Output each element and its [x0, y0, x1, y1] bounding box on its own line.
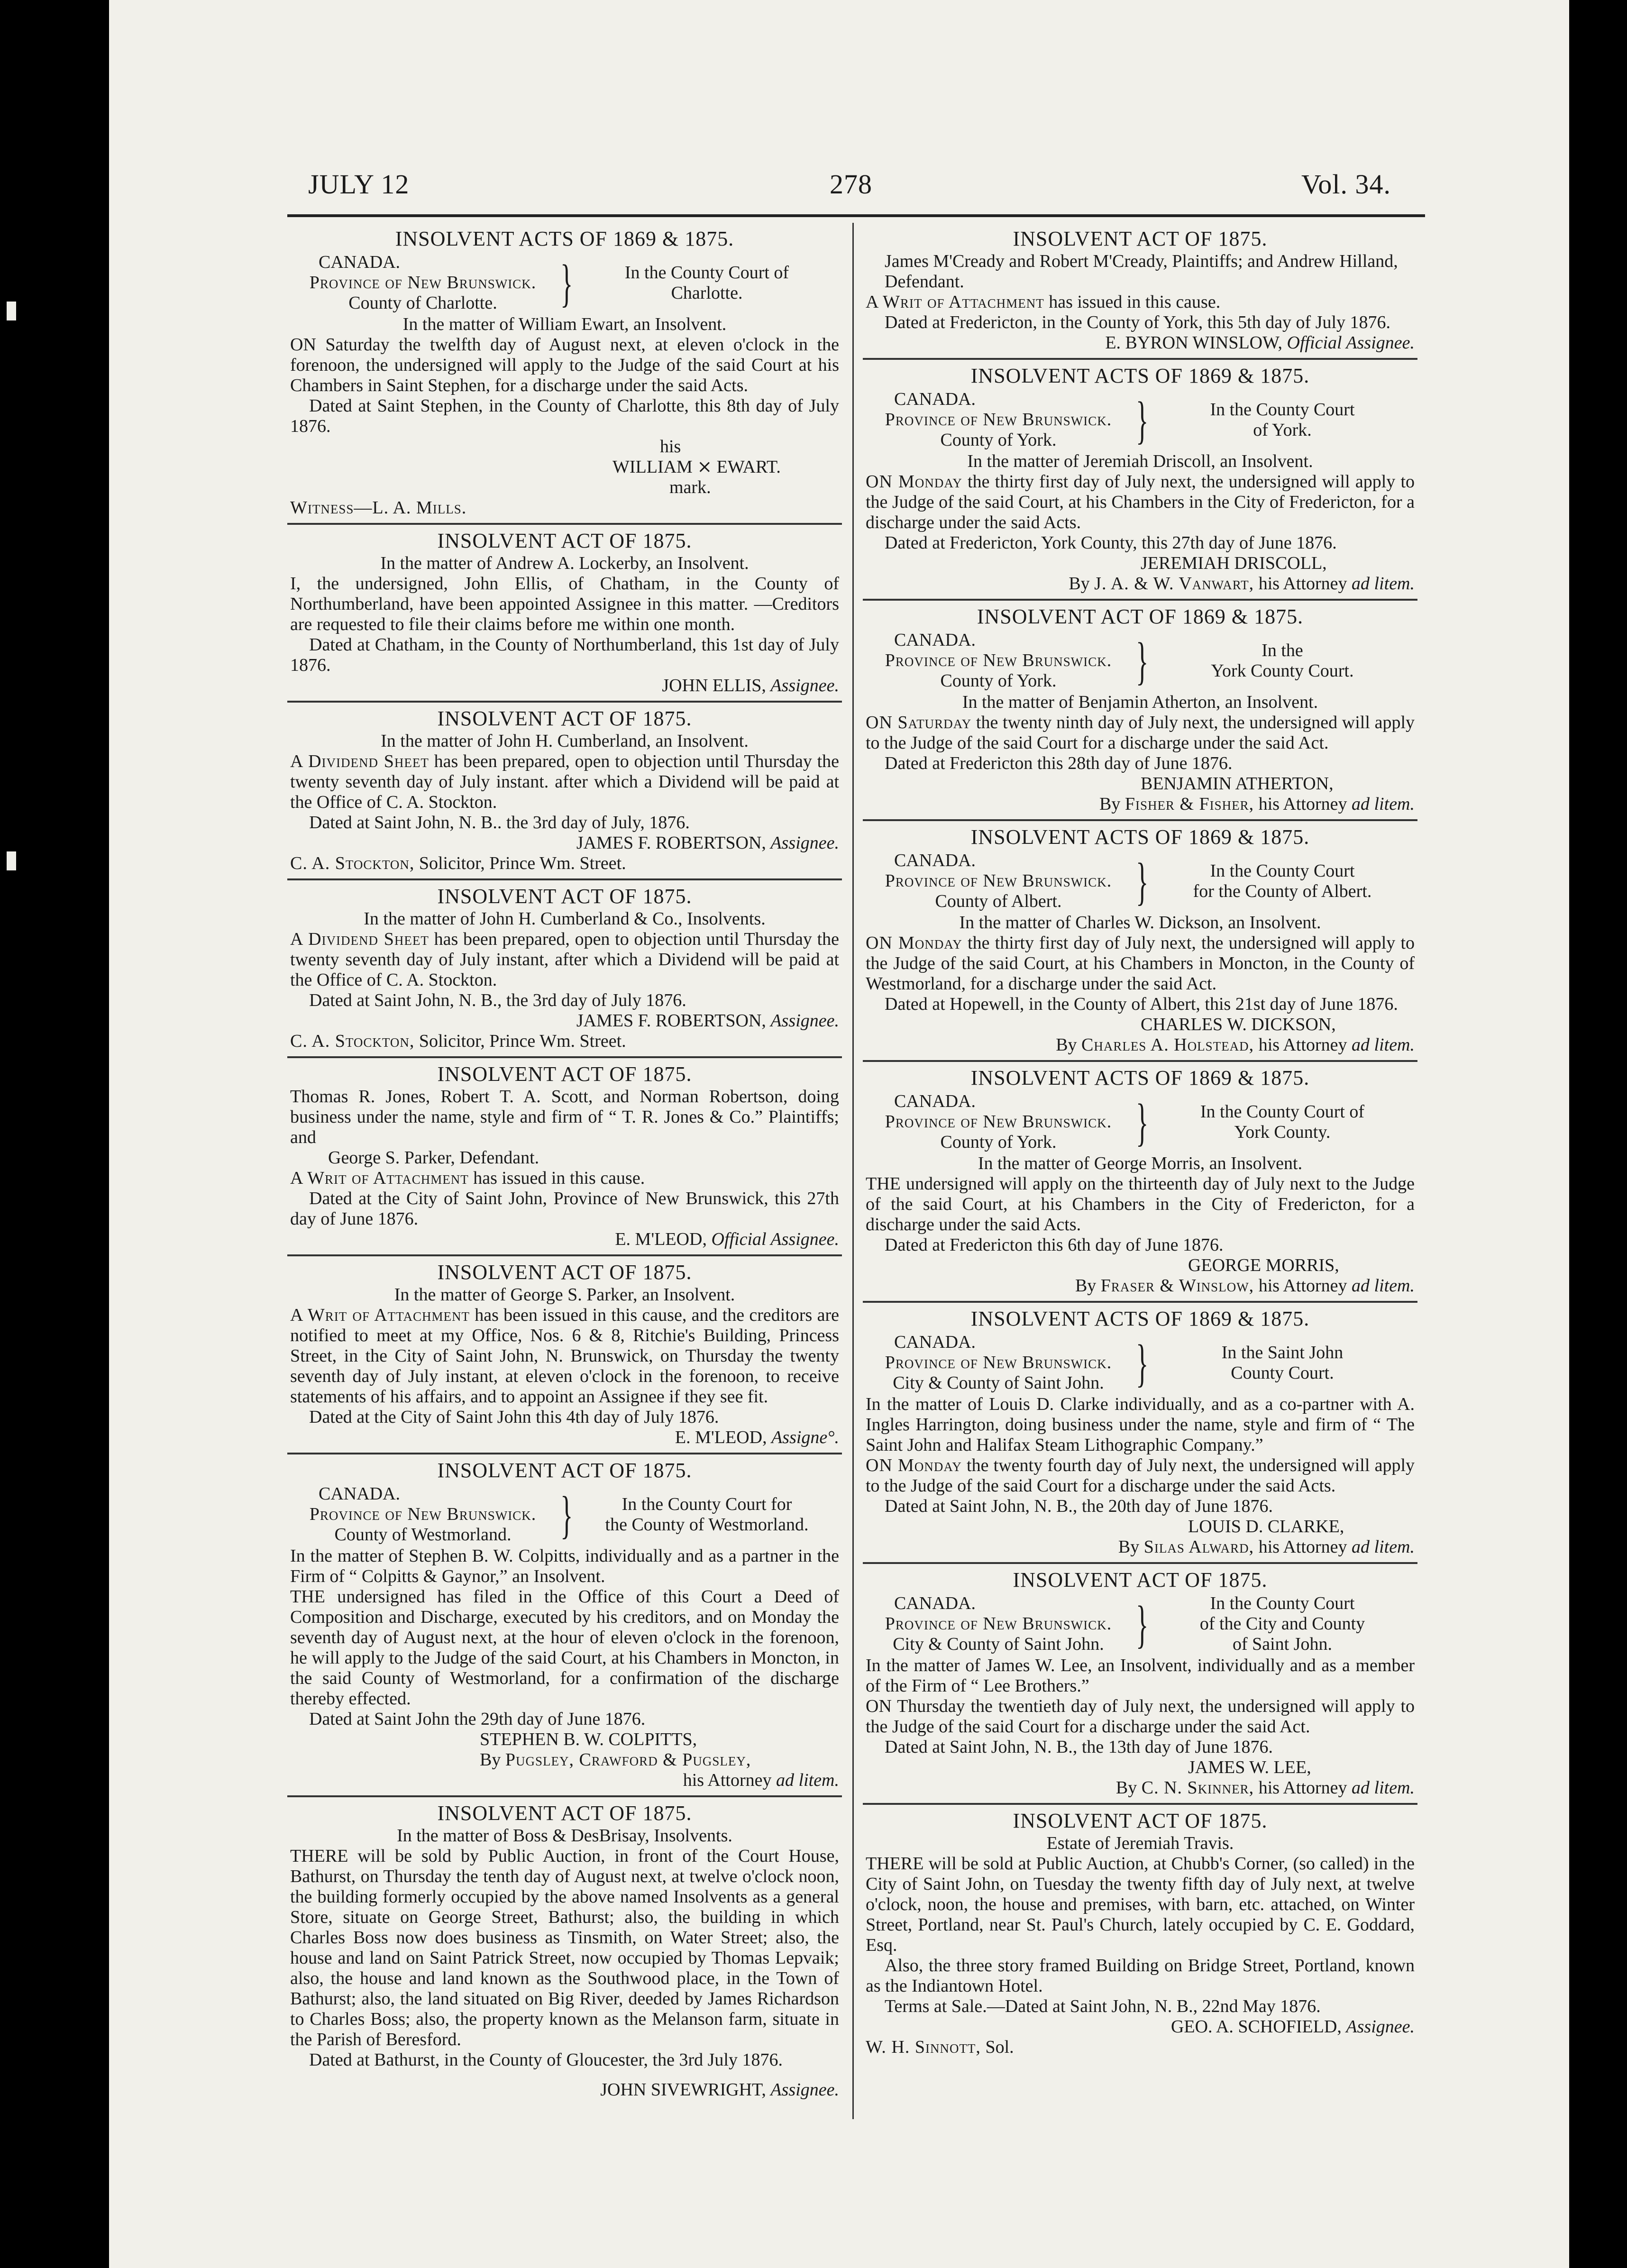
county: County of Westmorland. — [334, 1525, 512, 1545]
signer-role: Assignee. — [770, 1011, 839, 1031]
attorney: Charles A. Holstead, — [1081, 1035, 1254, 1055]
by-label: By — [480, 1750, 501, 1770]
parties: James M'Cready and Robert M'Cready, Plaintiffs; and Andrew Hilland, Defendant. — [885, 251, 1398, 292]
court: of Saint John. — [1232, 1634, 1333, 1654]
jurisdiction-block: CANADA. Province of New Brunswick. County of Westmorland. } In the County Court for the County of Westmorland. — [290, 1484, 839, 1545]
court: In the County Court — [1210, 860, 1355, 881]
signer-role: Assignee. — [770, 2080, 839, 2100]
province: Province of New Brunswick. — [885, 1112, 1112, 1132]
notice-body: ON Thursday the twentieth day of July next, the undersigned will apply to the Judge of the said Court for a discharge under the said Act. — [866, 1696, 1415, 1737]
province: Province of New Brunswick. — [309, 1504, 537, 1524]
notice-body: THE undersigned has filed in the Office of this Court a Deed of Composition and Discharge, executed by his creditors, and on Monday the seventh day of August next, at the hour of eleven o'clock in the forenoon, he will apply to the Judge of the said Court, at his Chambers in Moncton, in the said County of Westmorland, for a confirmation of the discharge thereby effected. — [290, 1587, 839, 1709]
notice-lee — [863, 1564, 1417, 1805]
court: In the — [1261, 640, 1303, 660]
notice-title: INSOLVENT ACTS OF 1869 & 1875. — [395, 227, 734, 250]
matter: Estate of Jeremiah Travis. — [1046, 1833, 1234, 1853]
jurisdiction-block: CANADA. Province of New Brunswick. County of York. } In the County Court of York. — [866, 389, 1415, 450]
dated-line: Dated at Saint John, N. B.. the 3rd day of July, 1876. — [309, 813, 690, 832]
notice-title: INSOLVENT ACTS OF 1869 & 1875. — [970, 1066, 1310, 1089]
dated-line: Dated at Saint John the 29th day of June 1876. — [309, 1709, 646, 1729]
notice-body: THERE will be sold at Public Auction, at Chubb's Corner, (so called) in the City of Saint John, on Tuesday the twenty fifth day of July next, at twelve o'clock, noon, the house and premises, with barn, etc. attached, on Winter Street, Portland, near St. Paul's Church, lately occupied by C. E. Goddard, Esq. — [866, 1854, 1415, 1955]
notice-body: THE undersigned will apply on the thirteenth day of July next to the Judge of the said Court, at his Chambers in the City of Fredericton, for a discharge under the said Acts. — [866, 1174, 1415, 1235]
matter: In the matter of James W. Lee, an Insolvent, individually and as a member of the Firm of “ Lee Brothers.” — [866, 1655, 1415, 1696]
attorney: C. N. Skinner, — [1141, 1778, 1254, 1798]
notice-title: INSOLVENT ACT OF 1875. — [437, 885, 692, 908]
notice-title: INSOLVENT ACT OF 1875. — [437, 1261, 692, 1284]
by-label: By — [1118, 1537, 1140, 1557]
dated-line: Dated at Saint John, N. B., the 20th day of June 1876. — [885, 1496, 1273, 1516]
court: County Court. — [1231, 1363, 1334, 1383]
court: In the County Court — [1210, 1593, 1355, 1613]
notice-lead: A Writ of Attachment — [290, 1168, 469, 1188]
notice-body: the thirty first day of July next, the undersigned will apply to the Judge of the said Court, at his Chambers in the City of Fredericton, for a discharge under the said Acts. — [866, 472, 1415, 532]
attorney: J. A. & W. Vanwart, — [1094, 574, 1254, 594]
signer-role: Assignee. — [770, 676, 839, 695]
dated-line: Dated at Bathurst, in the County of Gloucester, the 3rd July 1876. — [309, 2050, 783, 2070]
by-label: By — [1099, 794, 1121, 814]
province: Province of New Brunswick. — [885, 650, 1112, 670]
attorney: Silas Alward, — [1143, 1537, 1254, 1557]
notice-body: I, the undersigned, John Ellis, of Chatham, in the County of Northumberland, have been appointed Assignee in this matter. —Creditors are requested to file their claims before me within one month. — [290, 574, 839, 634]
mark-label: mark. — [669, 477, 711, 497]
notice-lead: A Dividend Sheet — [290, 929, 429, 949]
notice-title: INSOLVENT ACT OF 1875. — [1013, 1809, 1268, 1832]
witness: Witness—L. A. Mills. — [290, 498, 467, 518]
dated-line: Dated at Fredericton, in the County of York, this 5th day of July 1876. — [885, 312, 1391, 332]
notice-mccready — [863, 223, 1417, 360]
court: In the Saint John — [1221, 1342, 1344, 1363]
attorney-label: his Attorney — [1258, 574, 1347, 594]
country: CANADA. — [894, 1091, 976, 1111]
signer-role: Assignee. — [770, 833, 839, 853]
by-label: By — [1069, 574, 1090, 594]
court: In the County Court of — [1200, 1101, 1365, 1122]
dated-line: Dated at Saint Stephen, in the County of Charlotte, this 8th day of July 1876. — [290, 396, 839, 436]
matter: In the matter of William Ewart, an Insolvent. — [402, 314, 727, 334]
signer-role: Assigne°. — [771, 1427, 839, 1447]
dated-line: Dated at Fredericton, York County, this 27th day of June 1876. — [885, 533, 1337, 553]
notice-driscoll — [863, 360, 1417, 601]
solicitor-name: C. A. Stockton, — [290, 1031, 415, 1051]
notice-lead: ON Saturday — [866, 713, 972, 732]
notice-body-continued: Also, the three story framed Building on Bridge Street, Portland, known as the Indiantown Hotel. — [866, 1956, 1415, 1996]
attorney-label: his Attorney — [683, 1770, 772, 1790]
notice-title: INSOLVENT ACT OF 1875. — [437, 1062, 692, 1086]
matter: In the matter of Boss & DesBrisay, Insolvents. — [397, 1826, 732, 1846]
signer: JAMES F. ROBERTSON, — [576, 1011, 766, 1031]
notice-title: INSOLVENT ACTS OF 1869 & 1875. — [970, 364, 1310, 387]
matter: In the matter of Stephen B. W. Colpitts, individually and as a partner in the Firm of “ Colpitts & Gaynor,” an Insolvent. — [290, 1546, 839, 1586]
notice-clarke — [863, 1303, 1417, 1564]
court: of the City and County — [1199, 1614, 1365, 1634]
dated-line: Dated at Chatham, in the County of Northumberland, this 1st day of July 1876. — [290, 635, 839, 675]
signer: WILLIAM ⨯ EWART. — [612, 457, 781, 477]
signer: JOHN SIVEWRIGHT, — [600, 2080, 766, 2100]
attorney-label: his Attorney — [1258, 1537, 1347, 1557]
notice-lead: A Writ of Attachment — [290, 1305, 470, 1325]
notice-body: has issued in this cause. — [1044, 292, 1221, 312]
notice-lead: ON Monday — [866, 1455, 962, 1475]
signer: CHARLES W. DICKSON, — [1141, 1015, 1336, 1034]
solicitor-detail: Solicitor, Prince Wm. Street. — [414, 853, 626, 873]
signer: JOHN ELLIS, — [662, 676, 766, 695]
solicitor-name: C. A. Stockton, — [290, 853, 415, 873]
ad-litem: ad litem. — [1352, 1537, 1415, 1557]
province: Province of New Brunswick. — [885, 1353, 1112, 1372]
court: the County of Westmorland. — [605, 1514, 809, 1535]
ad-litem: ad litem. — [1352, 1778, 1415, 1798]
ad-litem: ad litem. — [776, 1770, 839, 1790]
by-label: By — [1075, 1276, 1097, 1296]
matter: In the matter of John H. Cumberland, an Insolvent. — [381, 731, 749, 751]
defendant: George S. Parker, Defendant. — [328, 1148, 539, 1168]
attorney: Fraser & Winslow, — [1100, 1276, 1254, 1296]
county: County of Albert. — [935, 891, 1062, 911]
attorney-label: his Attorney — [1258, 1778, 1347, 1798]
jurisdiction-block: CANADA. Province of New Brunswick. City & County of Saint John. } In the County Court of the City and County of Saint John. — [866, 1593, 1415, 1655]
jurisdiction-block: CANADA. Province of New Brunswick. County of York. } In the County Court of York County. — [866, 1091, 1415, 1152]
notice-title: INSOLVENT ACT OF 1875. — [1013, 227, 1268, 250]
court: for the County of Albert. — [1193, 881, 1372, 901]
matter: In the matter of Benjamin Atherton, an Insolvent. — [962, 692, 1318, 712]
column-separator — [852, 223, 854, 2119]
signer: JEREMIAH DRISCOLL, — [1141, 553, 1327, 573]
notice-body: the twenty ninth day of July next, the undersigned will apply to the Judge of the said Court for a discharge under the said Act. — [866, 713, 1415, 753]
notice-jones-v-parker — [287, 1058, 842, 1256]
notice-parker — [287, 1256, 842, 1454]
attorney-label: his Attorney — [1258, 1276, 1347, 1296]
country: CANADA. — [319, 1484, 401, 1504]
jurisdiction-block: CANADA. Province of New Brunswick. County of Albert. } In the County Court for the County of Albert. — [866, 850, 1415, 912]
header-date: JULY 12 — [308, 169, 410, 200]
court: Charlotte. — [671, 283, 743, 303]
ad-litem: ad litem. — [1352, 574, 1415, 594]
country: CANADA. — [319, 252, 401, 272]
dated-line: Dated at Fredericton this 28th day of June 1876. — [885, 753, 1233, 773]
county: City & County of Saint John. — [893, 1634, 1104, 1654]
notice-boss-desbrisay — [287, 1797, 842, 2105]
county: County of Charlotte. — [348, 293, 497, 313]
jurisdiction-block: CANADA. Province of New Brunswick. City & County of Saint John. } In the Saint John County Court. — [866, 1332, 1415, 1393]
signer: GEORGE MORRIS, — [1188, 1255, 1339, 1275]
notice-title: INSOLVENT ACTS OF 1869 & 1875. — [970, 1307, 1310, 1330]
signer: E. M'LEOD, — [615, 1229, 707, 1249]
court: In the County Court of — [624, 262, 789, 283]
right-column — [863, 223, 1417, 2062]
solicitor-name: W. H. Sinnott, — [866, 2037, 981, 2057]
notice-title: INSOLVENT ACTS OF 1869 & 1875. — [970, 825, 1310, 849]
notice-body: has been prepared, open to objection until Thursday the twenty seventh day of July instant, after which a Dividend will be paid at the Office of C. A. Stockton. — [290, 929, 839, 990]
province: Province of New Brunswick. — [885, 871, 1112, 891]
left-column — [287, 223, 842, 2105]
country: CANADA. — [894, 850, 976, 870]
notice-dickson — [863, 821, 1417, 1062]
header-volume: Vol. 34. — [1301, 169, 1391, 200]
notice-body: THERE will be sold by Public Auction, in front of the Court House, Bathurst, on Thursday the tenth day of August next, at twelve o'clock noon, the building formerly occupied by the above named Insolvents as a general Store, situate on George Street, Bathurst; also, the building in which Charles Boss now does business as Tinsmith, on Water Street; also, the house and land on Saint Patrick Street, now occupied by Thomas Lepvaik; also, the house and land known as the Southwood place, in the Town of Bathurst; also, the land situated on Big River, deeded by James Richardson to Charles Boss; also, the property known as the Melanson farm, situate in the Parish of Beresford. — [290, 1846, 839, 2049]
scan-edge-mark — [7, 302, 16, 320]
province: Province of New Brunswick. — [309, 273, 537, 293]
matter: In the matter of George S. Parker, an Insolvent. — [394, 1285, 735, 1305]
signer-role: Official Assignee. — [711, 1229, 839, 1249]
attorney-label: his Attorney — [1258, 1035, 1347, 1055]
notice-cumberland-co — [287, 880, 842, 1058]
notice-colpitts — [287, 1454, 842, 1797]
solicitor-detail: Solicitor, Prince Wm. Street. — [414, 1031, 626, 1051]
notice-morris — [863, 1062, 1417, 1303]
dated-line: Terms at Sale.—Dated at Saint John, N. B., 22nd May 1876. — [885, 1996, 1321, 2016]
notice-body: has been prepared, open to objection until Thursday the twenty seventh day of July instant. after which a Dividend will be paid at the Office of C. A. Stockton. — [290, 751, 839, 812]
signer-role: Official Assignee. — [1287, 333, 1415, 353]
signer: LOUIS D. CLARKE, — [1188, 1517, 1344, 1536]
matter: In the matter of Louis D. Clarke individually, and as a co-partner with A. Ingles Harrington, doing business under the name, style and firm of “ The Saint John and Halifax Steam Lithographic Company.” — [866, 1394, 1415, 1455]
dated-line: Dated at the City of Saint John, Province of New Brunswick, this 27th day of June 1876. — [290, 1189, 839, 1229]
signer: E. BYRON WINSLOW, — [1105, 333, 1282, 353]
header-page-number: 278 — [830, 169, 872, 200]
notice-ewart — [287, 223, 842, 525]
notice-lockerby — [287, 525, 842, 703]
notice-body: has been issued in this cause, and the creditors are notified to meet at my Office, Nos. 6 & 8, Ritchie's Building, Princess Street, in the City of Saint John, N. Brunswick, on Thursday the twenty seventh day of July instant, at eleven o'clock in the forenoon, to receive statements of his affairs, and to appoint an Assignee if they see fit. — [290, 1305, 839, 1407]
matter: In the matter of Andrew A. Lockerby, an Insolvent. — [380, 553, 749, 573]
scan-edge-mark — [7, 851, 16, 870]
court: York County. — [1234, 1122, 1331, 1142]
jurisdiction-block: CANADA. Province of New Brunswick. County of Charlotte. } In the County Court of Charlotte. — [290, 252, 839, 313]
signer: BENJAMIN ATHERTON, — [1141, 774, 1334, 794]
by-label: By — [1115, 1778, 1137, 1798]
matter: In the matter of Charles W. Dickson, an Insolvent. — [959, 913, 1321, 933]
notice-body: has issued in this cause. — [468, 1168, 645, 1188]
signer: E. M'LEOD, — [675, 1427, 767, 1447]
dated-line: Dated at Saint John, N. B., the 13th day of June 1876. — [885, 1737, 1273, 1757]
province: Province of New Brunswick. — [885, 1614, 1112, 1634]
parties: Thomas R. Jones, Robert T. A. Scott, and Norman Robertson, doing business under the name, style and firm of “ T. R. Jones & Co.” Plaintiffs; and — [290, 1087, 839, 1147]
notice-lead: A Writ of Attachment — [866, 292, 1044, 312]
notice-body: the thirty first day of July next, the undersigned will apply to the Judge of the said Court, at his Chambers in Moncton, in the County of Westmorland, for a discharge under the said Act. — [866, 933, 1415, 994]
notice-travis — [863, 1805, 1417, 2062]
notice-atherton — [863, 601, 1417, 821]
signer: JAMES F. ROBERTSON, — [576, 833, 766, 853]
signer: GEO. A. SCHOFIELD, — [1170, 2017, 1342, 2037]
ad-litem: ad litem. — [1352, 1035, 1415, 1055]
attorney-label: his Attorney — [1258, 794, 1347, 814]
attorney: Pugsley, Crawford & Pugsley, — [505, 1750, 751, 1770]
notice-body: the twenty fourth day of July next, the undersigned will apply to the Judge of the said Court for a discharge under the said Acts. — [866, 1455, 1415, 1496]
court: of York. — [1253, 420, 1312, 440]
notice-lead: A Dividend Sheet — [290, 751, 429, 771]
dated-line: Dated at Hopewell, in the County of Albert, this 21st day of June 1876. — [885, 994, 1398, 1014]
matter: In the matter of Jeremiah Driscoll, an Insolvent. — [967, 451, 1313, 471]
country: CANADA. — [894, 389, 976, 409]
dated-line: Dated at Fredericton this 6th day of June 1876. — [885, 1235, 1224, 1255]
notice-title: INSOLVENT ACT OF 1875. — [437, 1802, 692, 1825]
header-rule — [287, 214, 1425, 217]
country: CANADA. — [894, 1593, 976, 1613]
court: York County Court. — [1211, 660, 1354, 681]
notice-cumberland — [287, 703, 842, 880]
signer: STEPHEN B. W. COLPITTS, — [480, 1729, 697, 1749]
signer: JAMES W. LEE, — [1188, 1757, 1311, 1777]
ad-litem: ad litem. — [1352, 1276, 1415, 1296]
notice-title: INSOLVENT ACT OF 1875. — [437, 529, 692, 552]
court: In the County Court for — [622, 1494, 792, 1514]
country: CANADA. — [894, 630, 976, 650]
court: In the County Court — [1210, 399, 1355, 420]
county: City & County of Saint John. — [893, 1373, 1104, 1393]
solicitor-detail: Sol. — [980, 2037, 1014, 2057]
county: County of York. — [940, 430, 1057, 450]
notice-title: INSOLVENT ACT OF 1875. — [437, 1459, 692, 1482]
dated-line: Dated at the City of Saint John this 4th day of July 1876. — [309, 1407, 719, 1427]
county: County of York. — [940, 671, 1057, 691]
county: County of York. — [940, 1132, 1057, 1152]
province: Province of New Brunswick. — [885, 410, 1112, 430]
notice-title: INSOLVENT ACT OF 1875. — [1013, 1568, 1268, 1591]
country: CANADA. — [894, 1332, 976, 1352]
notice-title: INSOLVENT ACT OF 1869 & 1875. — [977, 605, 1304, 628]
ad-litem: ad litem. — [1352, 794, 1415, 814]
signer-role: Assignee. — [1346, 2017, 1415, 2037]
his-label: his — [660, 437, 681, 457]
by-label: By — [1056, 1035, 1077, 1055]
jurisdiction-block: CANADA. Province of New Brunswick. County of York. } In the York County Court. — [866, 630, 1415, 691]
dated-line: Dated at Saint John, N. B., the 3rd day of July 1876. — [309, 990, 686, 1010]
matter: In the matter of John H. Cumberland & Co., Insolvents. — [364, 909, 766, 929]
notice-lead: ON Monday — [866, 933, 962, 953]
notice-body: ON Saturday the twelfth day of August next, at eleven o'clock in the forenoon, the undersigned will apply to the Judge of the said Court at his Chambers in Saint Stephen, for a discharge under the said Acts. — [290, 335, 839, 395]
matter: In the matter of George Morris, an Insolvent. — [978, 1153, 1303, 1173]
notice-lead: ON Monday — [866, 472, 962, 492]
attorney: Fisher & Fisher, — [1124, 794, 1254, 814]
notice-title: INSOLVENT ACT OF 1875. — [437, 707, 692, 730]
